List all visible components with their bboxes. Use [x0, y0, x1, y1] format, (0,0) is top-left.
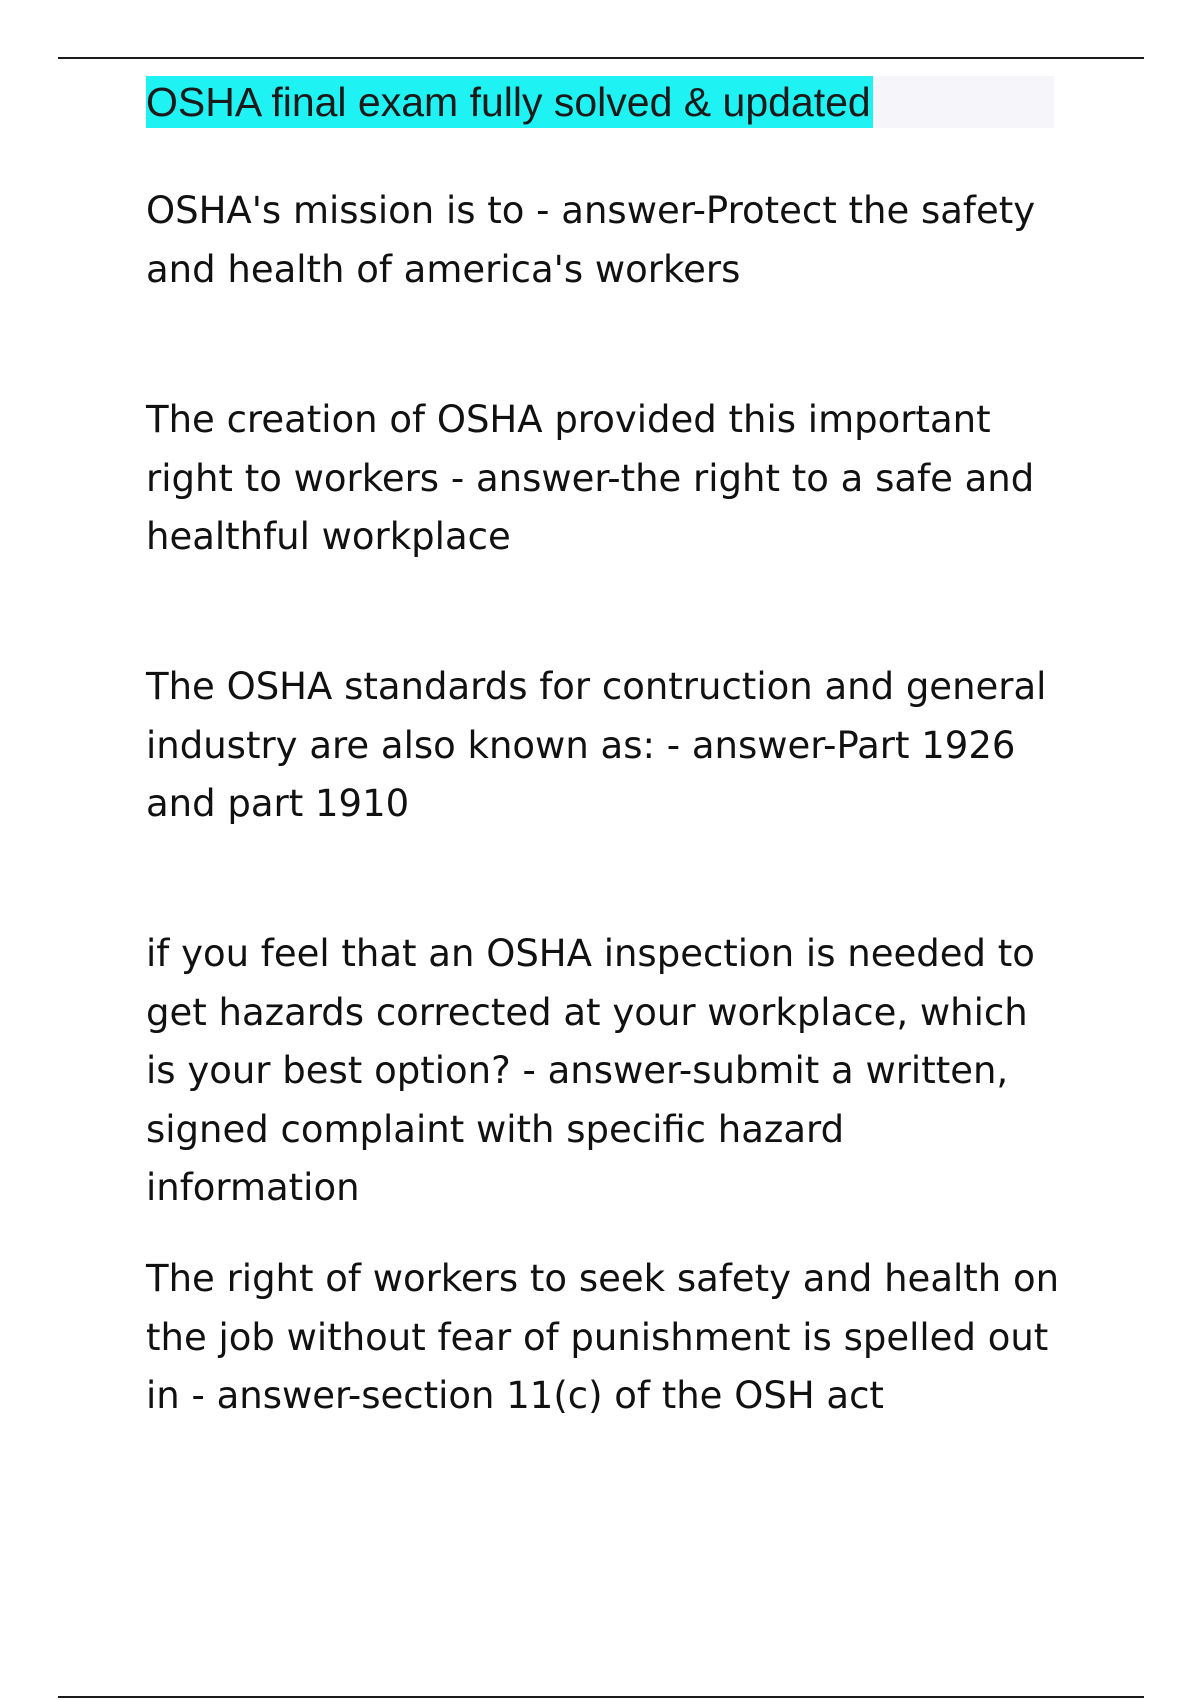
- qa-item-1: OSHA's mission is to - answer-Protect the safety and health of america's workers: [146, 189, 1036, 291]
- qa-item-2: The creation of OSHA provided this important right to workers - answer-the right to a safe and healthful workplace: [146, 398, 1035, 558]
- qa-item-4: if you feel that an OSHA inspection is needed to get hazards corrected at your workplace, which is your best option? - answer-submit a written, signed complaint with specific hazard information: [146, 932, 1035, 1209]
- top-rule: [58, 57, 1144, 59]
- document-title: OSHA final exam fully solved & updated: [146, 76, 873, 128]
- qa-item-5: The right of workers to seek safety and health on the job without fear of punishment is spelled out in - answer-section 11(c) of the OSH act: [146, 1257, 1060, 1417]
- bottom-rule: [58, 1696, 1144, 1698]
- qa-item-3: The OSHA standards for contruction and general industry are also known as: - answer-Part 1926 and part 1910: [146, 665, 1047, 825]
